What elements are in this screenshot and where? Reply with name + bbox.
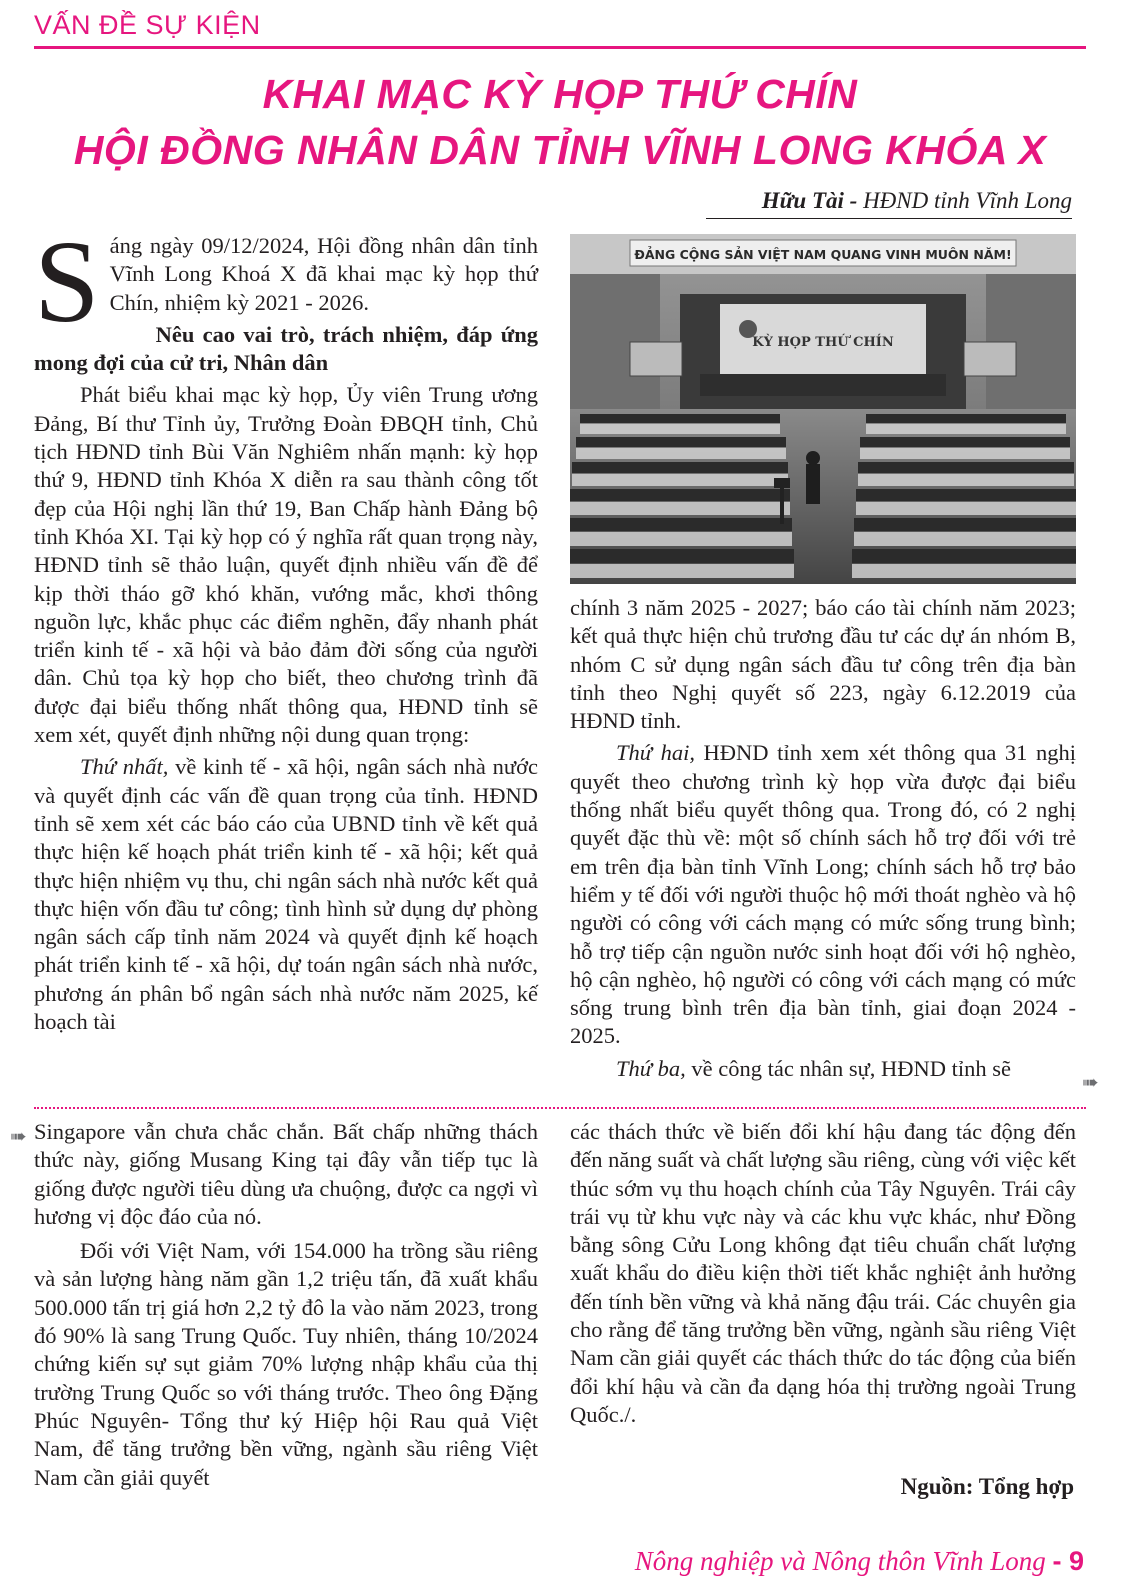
headline-line-1: KHAI MẠC KỲ HỌP THỨ CHÍN: [262, 71, 858, 117]
byline-author: Hữu Tài -: [761, 188, 858, 213]
second-point-text: HĐND tỉnh xem xét thông qua 31 nghị quyết theo chương trình kỳ họp vừa được đại biểu thống nhất biểu quyết thông qua. Trong đó, có 2 nghị quyết đặc thù về: một số chính sách hỗ trợ đối với trẻ em trên địa bàn tỉnh Vĩnh Long; chính sách hỗ trợ bảo hiểm y tế đối với người thuộc hộ mới thoát nghèo và hộ người có công với cách mạng có mức sống trung bình; hỗ trợ tiếp cận nguồn nước sinh hoạt đối với hộ nghèo, hộ cận nghèo, hộ người có công với cách mạng có mức sống trung bình trên địa bàn tỉnh, giai đoạn 2024 - 2025.: [570, 740, 1076, 1049]
arrow-right-icon: ➠: [10, 1124, 27, 1148]
source-credit: Nguồn: Tổng hợp: [900, 1474, 1074, 1499]
banner-text: ĐẢNG CỘNG SẢN VIỆT NAM QUANG VINH MUÔN NĂM!: [634, 247, 1012, 262]
continuation-column-left: [34, 1118, 538, 1492]
screen-title: KỲ HỌP THỨ CHÍN: [752, 335, 894, 350]
third-point-label: Thứ ba,: [616, 1055, 686, 1081]
paragraph-third-point: [570, 1055, 1076, 1083]
section-divider: [34, 1107, 1086, 1109]
page-footer: [635, 1546, 1084, 1577]
continuation-column-right: [570, 1118, 1076, 1429]
first-point-text: về kinh tế - xã hội, ngân sách nhà nước và quyết định các vấn đề quan trọng của tỉnh. HĐND tỉnh sẽ xem xét các báo cáo của UBND tỉnh về kết quả thực hiện kế hoạch phát triển kinh tế - xã hội; kết quả thực hiện nhiệm vụ thu, chi ngân sách nhà nước kết quả thực hiện vốn đầu tư công; tình hình sử dụng dự phòng ngân sách cấp tỉnh năm 2024 và quyết định kế hoạch phát triển kinh tế - xã hội, dự toán ngân sách nhà nước, phương án phân bổ ngân sách nhà nước năm 2025, kế hoạch tài: [34, 754, 538, 1035]
continuation-paragraph-3: các thách thức về biến đổi khí hậu đang tác động đến đến năng suất và chất lượng sầu riêng, cùng với việc kết thúc sớm vụ thu hoạch chính của Tây Nguyên. Trái cây trái vụ từ khu vực này và các khu vực khác, như Đồng bằng sông Cửu Long không đạt tiêu chuẩn chất lượng xuất khẩu do điều kiện thời tiết khắc nghiệt ảnh hưởng đến tính bền vững và khả năng đậu trái. Các chuyên gia cho rằng để tăng trưởng bền vững, ngành sầu riêng Việt Nam cần giải quyết các thách thức do tác động của biến đổi khí hậu và cần đa dạng hóa thị trường ngoài Trung Quốc./.: [570, 1119, 1076, 1427]
paragraph-second-point: [570, 739, 1076, 1050]
page-number: - 9: [1052, 1546, 1084, 1576]
paragraph-first-point: [34, 753, 538, 1036]
first-point-label: Thứ nhất,: [80, 754, 169, 780]
subheading: Nêu cao vai trò, trách nhiệm, đáp ứng mong đợi của cử tri, Nhân dân: [34, 321, 538, 376]
arrow-right-icon: ➠: [1082, 1070, 1099, 1094]
continuation-paragraph-2: Đối với Việt Nam, với 154.000 ha trồng sầu riêng và sản lượng hàng năm gần 1,2 triệu tấn, đã xuất khẩu 500.000 tấn trị giá hơn 2,2 tỷ đô la vào năm 2023, trong đó 90% là sang Trung Quốc. Tuy nhiên, tháng 10/2024 chứng kiến sự sụt giảm 70% lượng nhập khẩu của thị trường Trung Quốc so với tháng trước. Theo ông Đặng Phúc Nguyên- Tổng thư ký Hiệp hội Rau quả Việt Nam, để tăng trưởng bền vững, ngành sầu riêng Việt Nam cần giải quyết: [34, 1238, 538, 1490]
article-column-left: [34, 216, 538, 1036]
session-photo: [570, 234, 1076, 584]
continuation-paragraph-1: Singapore vẫn chưa chắc chắn. Bất chấp những thách thức này, giống Musang King tại đây vẫn tiếp tục là giống được người tiêu dùng ưa chuộng, được ca ngợi vì hương vị độc đáo của nó.: [34, 1119, 538, 1229]
paragraph-continued: chính 3 năm 2025 - 2027; báo cáo tài chính năm 2023; kết quả thực hiện chủ trương đầu tư các dự án nhóm B, nhóm C sử dụng ngân sách đầu tư công trên địa bàn tỉnh theo Nghị quyết số 223, ngày 6.12.2019 của HĐND tỉnh.: [570, 595, 1076, 734]
lead-text: áng ngày 09/12/2024, Hội đồng nhân dân tỉnh Vĩnh Long Khoá X đã khai mạc kỳ họp thứ Chín, nhiệm kỳ 2021 - 2026.: [109, 233, 538, 315]
lead-paragraph: [34, 216, 538, 347]
assembly-hall-image: [570, 234, 1076, 584]
byline-org: HĐND tỉnh Vĩnh Long: [863, 188, 1072, 213]
paragraph-opening-speech: Phát biểu khai mạc kỳ họp, Ủy viên Trung ương Đảng, Bí thư Tỉnh ủy, Trưởng Đoàn ĐBQH tỉnh, Chủ tịch HĐND tỉnh Bùi Văn Nghiêm nhấn mạnh: kỳ họp thứ 9, HĐND tỉnh Khóa X diễn ra sau thành công tốt đẹp của Hội nghị lần thứ 19, Ban Chấp hành Đảng bộ tỉnh Khóa XI. Tại kỳ họp có ý nghĩa rất quan trọng này, HĐND tỉnh sẽ thảo luận, quyết định nhiều vấn đề để kịp thời tháo gỡ khó khăn, vướng mắc, khơi thông nguồn lực, khắc phục các điểm nghẽn, đẩy nhanh phát triển kinh tế - xã hội và bảo đảm đời sống của người dân. Chủ tọa kỳ họp cho biết, theo chương trình đã được đại biểu thống nhất thông qua, HĐND tỉnh sẽ xem xét, quyết định những nội dung quan trọng:: [34, 382, 538, 748]
section-label: VẤN ĐỀ SỰ KIỆN: [34, 10, 261, 40]
third-point-text: về công tác nhân sự, HĐND tỉnh sẽ: [685, 1055, 1012, 1081]
byline-rule: [706, 218, 1072, 219]
second-point-label: Thứ hai,: [616, 740, 695, 766]
article-column-right: [570, 594, 1076, 1083]
headline-line-2: HỘI ĐỒNG NHÂN DÂN TỈNH VĨNH LONG KHÓA X: [73, 127, 1047, 173]
byline: [762, 188, 1072, 214]
magazine-name: Nông nghiệp và Nông thôn Vĩnh Long: [634, 1546, 1046, 1576]
top-rule: [34, 46, 1086, 49]
dropcap: S: [34, 216, 100, 347]
headline: [34, 66, 1086, 178]
